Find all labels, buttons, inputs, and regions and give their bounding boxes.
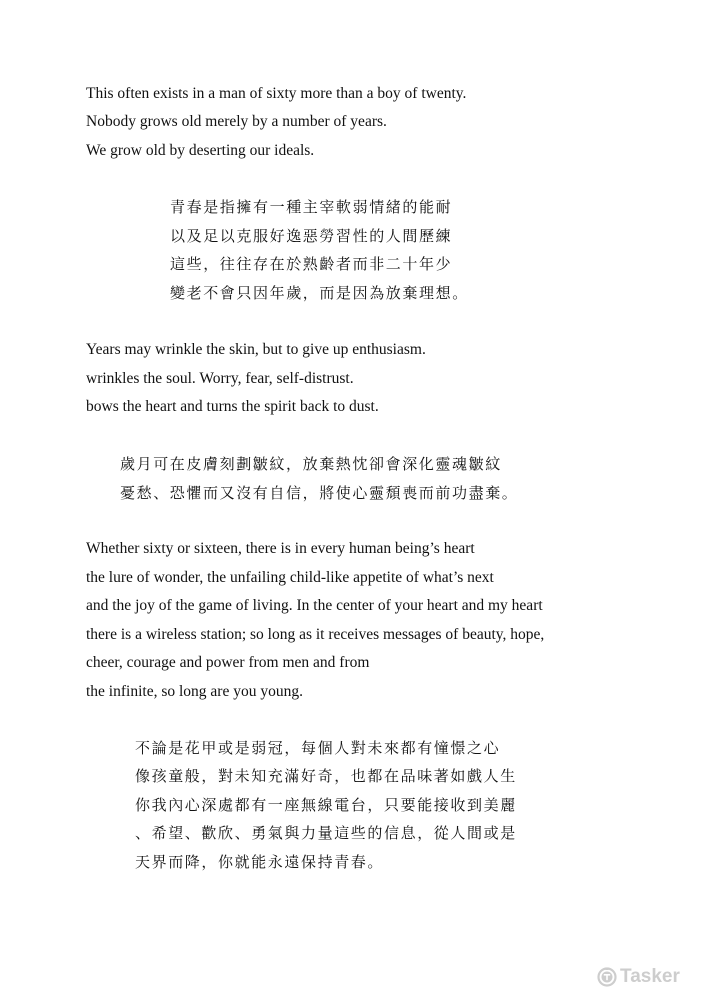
stanza3-en-line-6: the infinite, so long are you young. (86, 683, 303, 700)
stanza3-en-line-4: there is a wireless station; so long as it receives messages of beauty, hope, (86, 626, 545, 643)
stanza3-en-line-3: and the joy of the game of living. In the center of your heart and my heart (86, 597, 543, 614)
stanza1-zh-line-4: 變老不會只因年歲，而是因為放棄理想。 (170, 284, 469, 302)
stanza3-en-line-2: the lure of wonder, the unfailing child-like appetite of what’s next (86, 569, 494, 586)
stanza2-en-line-1: Years may wrinkle the skin, but to give up enthusiasm. (86, 341, 426, 358)
stanza3-zh-line-5: 天界而降，你就能永遠保持青春。 (135, 853, 385, 871)
stanza1-zh-line-1: 青春是指擁有一種主宰軟弱情緒的能耐 (170, 198, 453, 216)
watermark-text: Tasker (620, 966, 680, 987)
stanza3-zh-line-2: 像孩童般，對未知充滿好奇，也都在品味著如戲人生 (135, 767, 517, 785)
stanza2-en-line-3: bows the heart and turns the spirit back to dust. (86, 398, 379, 415)
stanza3-zh-line-4: 、希望、歡欣、勇氣與力量這些的信息，從人間或是 (135, 824, 517, 842)
stanza1-zh-line-2: 以及足以克服好逸惡勞習性的人間歷練 (170, 227, 453, 245)
stanza2-zh-line-1: 歲月可在皮膚刻劃皺紋，放棄熱忱卻會深化靈魂皺紋 (120, 455, 502, 473)
tasker-watermark (597, 966, 680, 988)
tasker-logo-icon (597, 967, 617, 987)
stanza1-en-line-1: This often exists in a man of sixty more than a boy of twenty. (86, 85, 467, 102)
stanza2-zh-line-2: 憂愁、恐懼而又沒有自信，將使心靈頹喪而前功盡棄。 (120, 484, 519, 502)
stanza3-en-line-5: cheer, courage and power from men and from (86, 654, 370, 671)
stanza1-en-line-2: Nobody grows old merely by a number of years. (86, 113, 387, 130)
stanza3-en-line-1: Whether sixty or sixteen, there is in every human being’s heart (86, 540, 475, 557)
stanza1-zh-line-3: 這些，往往存在於熟齡者而非二十年少 (170, 255, 453, 273)
stanza2-en-line-2: wrinkles the soul. Worry, fear, self-distrust. (86, 370, 354, 387)
stanza1-en-line-3: We grow old by deserting our ideals. (86, 142, 315, 159)
stanza3-zh-line-3: 你我內心深處都有一座無線電台，只要能接收到美麗 (135, 796, 517, 814)
stanza3-zh-line-1: 不論是花甲或是弱冠，每個人對未來都有憧憬之心 (135, 739, 501, 757)
